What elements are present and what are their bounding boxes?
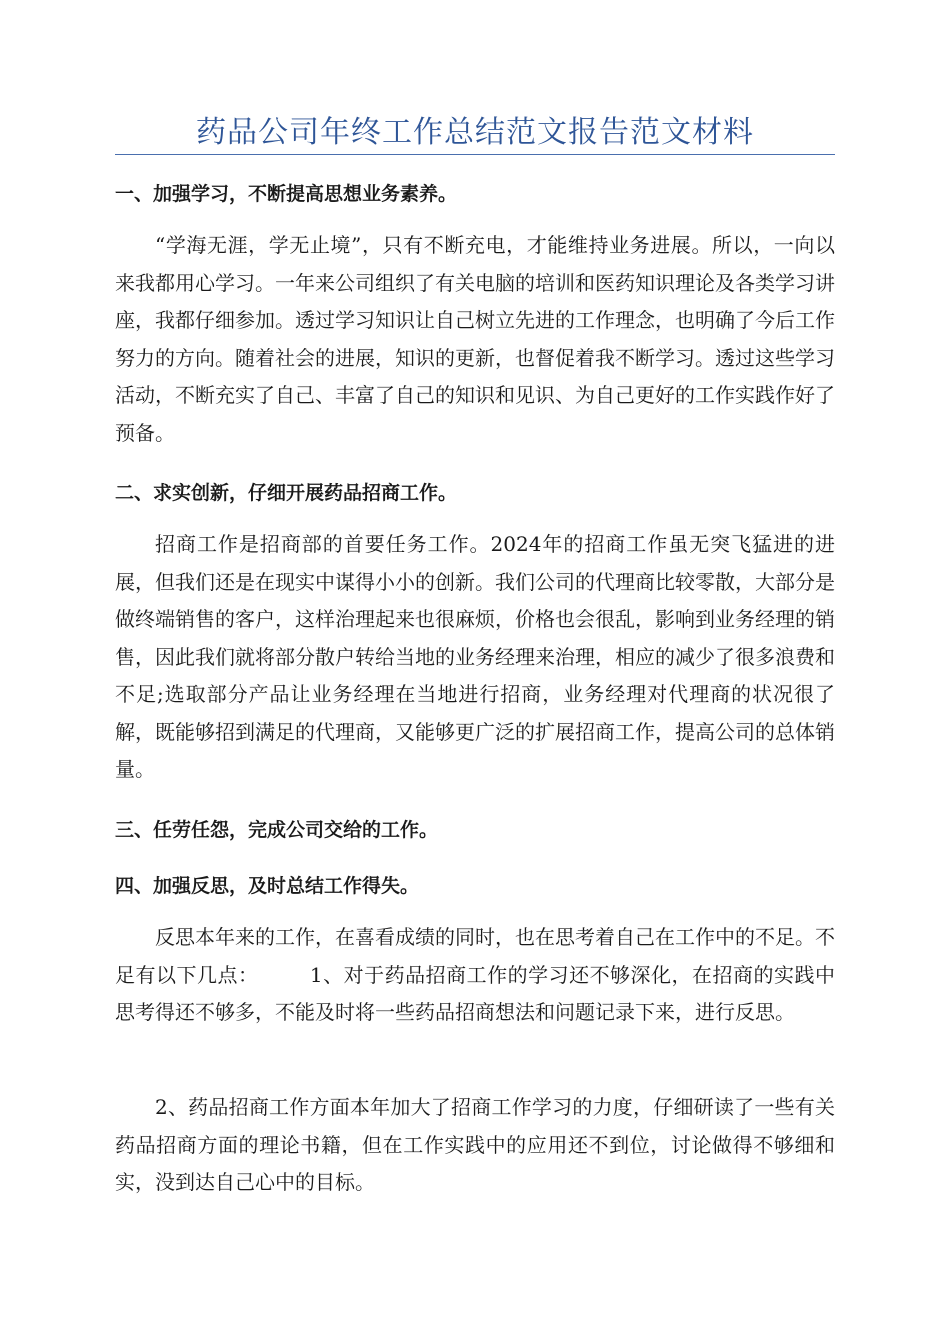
section-1-heading: 一、加强学习，不断提高思想业务素养。 [115,183,458,205]
document-title: 药品公司年终工作总结范文报告范文材料 [196,115,754,150]
section-3-heading: 三、任劳任怨，完成公司交给的工作。 [115,819,439,841]
section-4-paragraph-1: 反思本年来的工作，在喜看成绩的同时，也在思考着自己在工作中的不足。不足有以下几点： 1、对于药品招商工作的学习还不够深化，在招商的实践中思考得还不够多，不能及时将一些药品招商想法和问题记录下来，进行反思。 [115,925,835,1024]
section-4-paragraph-2: 2、药品招商工作方面本年加大了招商工作学习的力度，仔细研读了一些有关药品招商方面的理论书籍，但在工作实践中的应用还不到位，讨论做得不够细和实，没到达自己心中的目标。 [115,1095,835,1194]
section-4-heading: 四、加强反思，及时总结工作得失。 [115,875,420,897]
section-2-heading: 二、求实创新，仔细开展药品招商工作。 [115,482,458,504]
section-2-paragraph: 招商工作是招商部的首要任务工作。2024年的招商工作虽无突飞猛进的进展，但我们还是在现实中谋得小小的创新。我们公司的代理商比较零散，大部分是做终端销售的客户，这样治理起来也很麻烦，价格也会很乱，影响到业务经理的销售，因此我们就将部分散户转给当地的业务经理来治理，相应的减少了很多浪费和不足;选取部分产品让业务经理在当地进行招商，业务经理对代理商的状况很了解，既能够招到满足的代理商，又能够更广泛的扩展招商工作，提高公司的总体销量。 [115,532,835,781]
section-1-paragraph: “学海无涯，学无止境”，只有不断充电，才能维持业务进展。所以，一向以来我都用心学习。一年来公司组织了有关电脑的培训和医药知识理论及各类学习讲座，我都仔细参加。透过学习知识让自己树立先进的工作理念，也明确了今后工作努力的方向。随着社会的进展，知识的更新，也督促着我不断学习。透过这些学习活动，不断充实了自己、丰富了自己的知识和见识、为自己更好的工作实践作好了预备。 [115,233,835,445]
title-underline [115,154,835,155]
